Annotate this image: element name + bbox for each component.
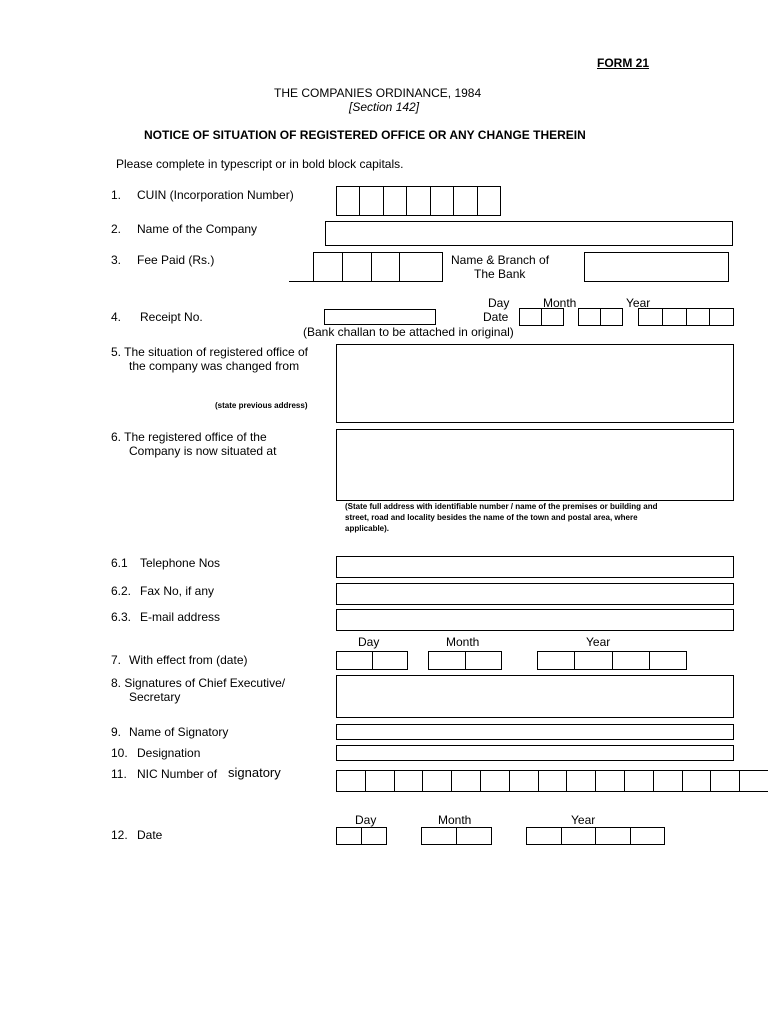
previous-address-input[interactable]	[336, 344, 734, 423]
bank-label-line1: Name & Branch of	[451, 253, 550, 267]
designation-label: Designation	[137, 746, 201, 760]
current-address-note-line3: applicable).	[345, 524, 390, 533]
previous-address-label-line1: 5. The situation of registered office of	[111, 345, 309, 359]
effect-day-input[interactable]	[336, 651, 408, 670]
receipt-input[interactable]	[324, 309, 436, 325]
receipt-date-label: Date	[483, 310, 509, 324]
nic-input[interactable]	[336, 770, 768, 792]
signature-input[interactable]	[336, 675, 734, 718]
current-address-label-line1: 6. The registered office of the	[111, 430, 267, 444]
current-address-note-line1: (State full address with identifiable number / name of the premises or building and	[345, 502, 658, 511]
ordinance-title: THE COMPANIES ORDINANCE, 1984	[274, 86, 482, 100]
date-day-input[interactable]	[336, 827, 387, 845]
fee-paid-label: Fee Paid (Rs.)	[137, 253, 215, 267]
section-reference: [Section 142]	[349, 100, 420, 114]
designation-input[interactable]	[336, 745, 734, 761]
fax-number: 6.2.	[111, 584, 132, 598]
effect-month-header: Month	[446, 635, 480, 649]
designation-number: 10.	[111, 746, 128, 760]
bank-input[interactable]	[584, 252, 729, 282]
fax-label: Fax No, if any	[140, 584, 215, 598]
cuin-input[interactable]	[336, 186, 501, 216]
fax-input[interactable]	[336, 583, 734, 605]
bank-challan-note: (Bank challan to be attached in original)	[303, 325, 514, 339]
signature-label-line2: Secretary	[129, 690, 181, 704]
fee-paid-underline	[289, 281, 314, 282]
page-title: NOTICE OF SITUATION OF REGISTERED OFFICE OR ANY CHANGE THEREIN	[144, 128, 586, 142]
date-month-header: Month	[438, 813, 472, 827]
signatory-name-number: 9.	[111, 725, 122, 739]
receipt-year-input[interactable]	[638, 308, 734, 326]
nic-label-tail: signatory	[228, 765, 281, 780]
signatory-name-input[interactable]	[336, 724, 734, 740]
receipt-day-header: Day	[488, 296, 510, 310]
fee-paid-input[interactable]	[313, 252, 443, 282]
effect-year-header: Year	[586, 635, 611, 649]
receipt-month-input[interactable]	[578, 308, 623, 326]
date-year-header: Year	[571, 813, 596, 827]
date-label: Date	[137, 828, 163, 842]
bank-label-line2: The Bank	[474, 267, 526, 281]
nic-label: NIC Number of	[137, 767, 218, 781]
receipt-number: 4.	[111, 310, 122, 324]
cuin-label: CUIN (Incorporation Number)	[137, 188, 294, 202]
date-month-input[interactable]	[421, 827, 492, 845]
receipt-label: Receipt No.	[140, 310, 203, 324]
receipt-month-header: Month	[543, 296, 577, 310]
telephone-input[interactable]	[336, 556, 734, 578]
effect-year-input[interactable]	[537, 651, 687, 670]
company-name-number: 2.	[111, 222, 122, 236]
company-name-label: Name of the Company	[137, 222, 258, 236]
effect-day-header: Day	[358, 635, 380, 649]
date-day-header: Day	[355, 813, 377, 827]
form-number: FORM 21	[597, 56, 650, 70]
effect-date-label: With effect from (date)	[129, 653, 248, 667]
fee-paid-number: 3.	[111, 253, 122, 267]
telephone-label: Telephone Nos	[140, 556, 221, 570]
signatory-name-label: Name of Signatory	[129, 725, 229, 739]
telephone-number: 6.1	[111, 556, 128, 570]
instructions: Please complete in typescript or in bold block capitals.	[116, 157, 404, 171]
cuin-number: 1.	[111, 188, 122, 202]
email-number: 6.3.	[111, 610, 132, 624]
effect-month-input[interactable]	[428, 651, 502, 670]
nic-number-num: 11.	[111, 767, 127, 781]
signature-label-line1: 8. Signatures of Chief Executive/	[111, 676, 286, 690]
date-year-input[interactable]	[526, 827, 665, 845]
date-number: 12.	[111, 828, 128, 842]
current-address-label-line2: Company is now situated at	[129, 444, 277, 458]
current-address-input[interactable]	[336, 429, 734, 501]
previous-address-note: (state previous address)	[215, 401, 308, 410]
receipt-year-header: Year	[626, 296, 651, 310]
receipt-day-input[interactable]	[519, 308, 564, 326]
previous-address-label-line2: the company was changed from	[129, 359, 300, 373]
company-name-input[interactable]	[325, 221, 733, 246]
effect-date-number: 7.	[111, 653, 122, 667]
email-label: E-mail address	[140, 610, 221, 624]
email-input[interactable]	[336, 609, 734, 631]
current-address-note-line2: street, road and locality besides the name of the town and postal area, where	[345, 513, 638, 522]
